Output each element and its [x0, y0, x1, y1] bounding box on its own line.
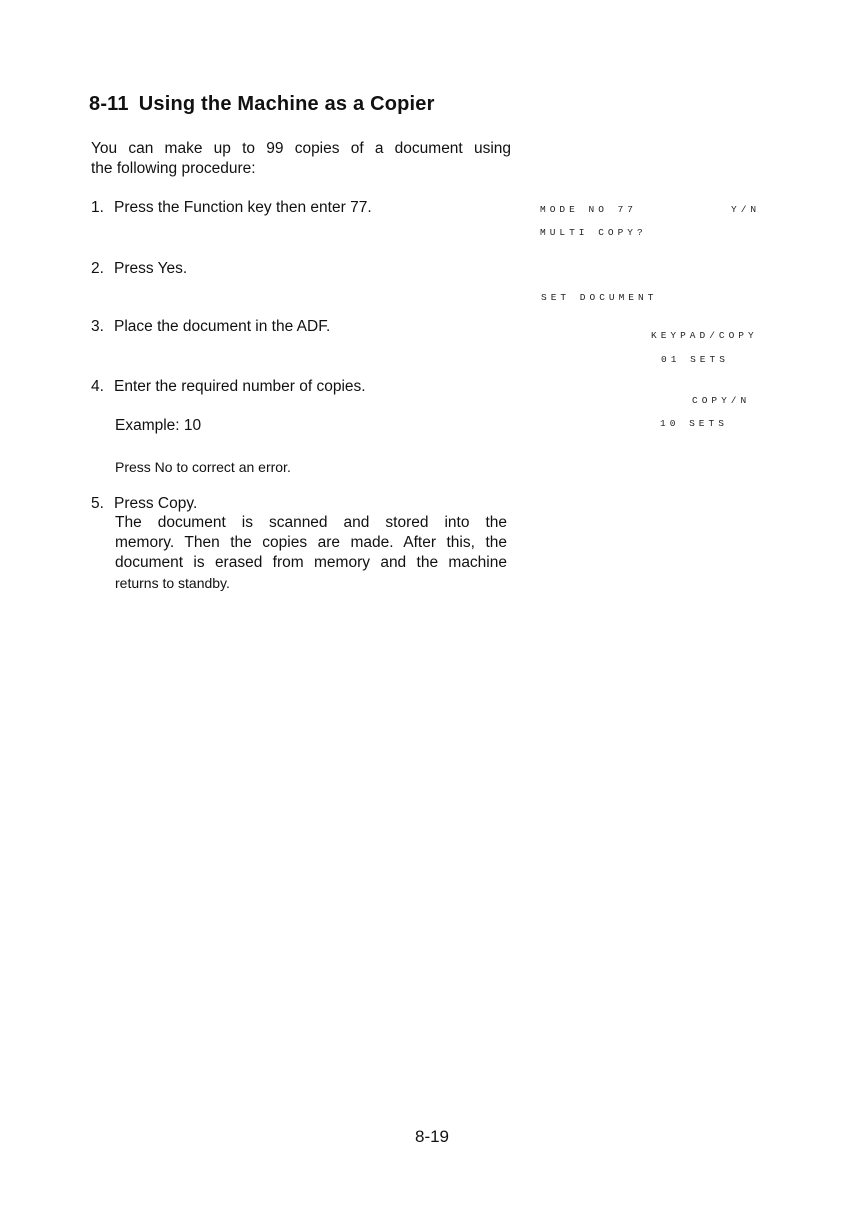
lcd-set-document: SET DOCUMENT: [541, 292, 658, 303]
lcd-mode-yn: Y/N: [731, 204, 761, 215]
section-title: Using the Machine as a Copier: [138, 93, 435, 115]
step-text: Press the Function key then enter 77.: [114, 199, 372, 216]
step-5-line-1: The document is scanned and stored into the: [115, 514, 507, 531]
lcd-copy-n: COPY/N: [692, 395, 751, 406]
step-number: 3.: [91, 318, 104, 335]
section-number: 8-11: [89, 93, 129, 115]
step-number: 1.: [91, 199, 104, 216]
step-5-line-4: returns to standby.: [115, 575, 230, 591]
step-text: Press Yes.: [114, 260, 188, 277]
step-4-note: Press No to correct an error.: [115, 459, 291, 475]
step-number: 2.: [91, 260, 104, 277]
intro-line-2: the following procedure:: [91, 160, 256, 177]
section-heading: [89, 93, 435, 116]
lcd-sets-01: 01 SETS: [661, 354, 729, 365]
intro-paragraph: [91, 139, 511, 179]
step-1: [91, 198, 372, 218]
step-4: [91, 377, 366, 397]
lcd-sets-10: 10 SETS: [660, 418, 728, 429]
lcd-mode-line: MODE NO 77: [540, 204, 638, 215]
step-5-line-3: document is erased from memory and the machine: [115, 554, 507, 571]
step-5-body: [115, 513, 507, 593]
step-text: Enter the required number of copies.: [114, 378, 366, 395]
lcd-keypad-copy: KEYPAD/COPY: [651, 330, 758, 341]
step-3: [91, 317, 330, 337]
step-2: [91, 259, 187, 279]
intro-line-1: You can make up to 99 copies of a document using: [91, 140, 511, 157]
step-5: [91, 494, 197, 514]
lcd-multi-copy: MULTI COPY?: [540, 227, 647, 238]
step-4-example: Example: 10: [115, 417, 202, 434]
step-text: Place the document in the ADF.: [114, 318, 331, 335]
page-number: 8-19: [414, 1127, 450, 1146]
step-text: Press Copy.: [114, 495, 198, 512]
step-number: 5.: [91, 495, 104, 512]
step-number: 4.: [91, 378, 104, 395]
step-5-line-2: memory. Then the copies are made. After this, the: [115, 534, 507, 551]
